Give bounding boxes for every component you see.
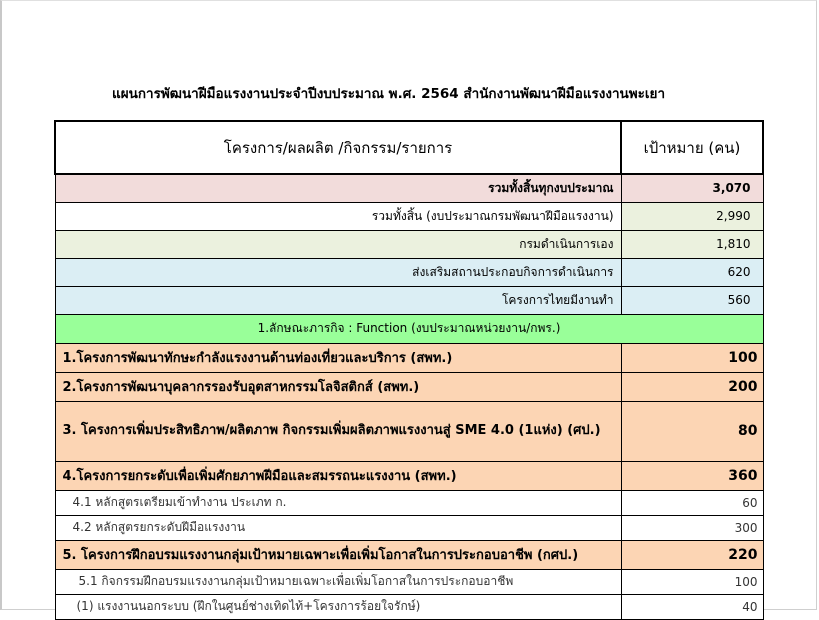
subitem-label: (1) แรงงานนอกระบบ (ฝึกในศูนย์ช่างเทิดไท้+โครงการร้อยใจรักษ์): [55, 594, 621, 619]
subitem-label: 4.2 หลักสูตรยกระดับฝีมือแรงงาน: [55, 515, 621, 540]
function-row: [55, 314, 763, 343]
subitem-row: [55, 594, 763, 619]
subitem-value: 300: [621, 515, 763, 540]
project-label: 4.โครงการยกระดับเพื่อเพิ่มศักยภาพฝีมือและสมรรถนะแรงงาน (สพท.): [55, 461, 621, 490]
subitem-label: 5.1 กิจกรรมฝึกอบรมแรงงานกลุ่มเป้าหมายเฉพาะเพื่อเพิ่มโอกาสในการประกอบอาชีพ: [55, 569, 621, 594]
summary-value: 1,810: [621, 230, 763, 258]
subitem-value: 60: [621, 490, 763, 515]
summary-row: [55, 286, 763, 314]
summary-label: รวมทั้งสิ้นทุกงบประมาณ: [55, 174, 621, 202]
project-value: 100: [621, 343, 763, 372]
summary-label: กรมดำเนินการเอง: [55, 230, 621, 258]
summary-row: [55, 230, 763, 258]
summary-value: 3,070: [621, 174, 763, 202]
subitem-value: 40: [621, 594, 763, 619]
project-row: [55, 372, 763, 401]
document-title: แผนการพัฒนาฝีมือแรงงานประจำปีงบประมาณ พ.ศ. 2564 สำนักงานพัฒนาฝีมือแรงงานพะเยา: [112, 86, 666, 102]
function-label: 1.ลักษณะภารกิจ : Function (งบประมาณหน่วยงาน/กพร.): [55, 314, 763, 343]
summary-value: 620: [621, 258, 763, 286]
summary-row: [55, 202, 763, 230]
subitem-label: 4.1 หลักสูตรเตรียมเข้าทำงาน ประเภท ก.: [55, 490, 621, 515]
summary-label: โครงการไทยมีงานทำ: [55, 286, 621, 314]
project-value: 360: [621, 461, 763, 490]
summary-label: ส่งเสริมสถานประกอบกิจการดำเนินการ: [55, 258, 621, 286]
project-row: [55, 343, 763, 372]
project-value: 80: [621, 401, 763, 461]
subitem-value: 100: [621, 569, 763, 594]
project-row: [55, 401, 763, 461]
project-value: 220: [621, 540, 763, 569]
project-label: 1.โครงการพัฒนาทักษะกำลังแรงงานด้านท่องเที่ยวและบริการ (สพท.): [55, 343, 621, 372]
subitem-row: [55, 490, 763, 515]
subitem-row: [55, 515, 763, 540]
project-label: 3. โครงการเพิ่มประสิทธิภาพ/ผลิตภาพ กิจกรรมเพิ่มผลิตภาพแรงงานสู่ SME 4.0 (1แห่ง) (ศป.): [55, 401, 621, 461]
project-label: 2.โครงการพัฒนาบุคลากรรองรับอุตสาหกรรมโลจิสติกส์ (สพท.): [55, 372, 621, 401]
subitem-row: [55, 569, 763, 594]
project-value: 200: [621, 372, 763, 401]
summary-row: [55, 174, 763, 202]
summary-row: [55, 258, 763, 286]
summary-value: 2,990: [621, 202, 763, 230]
table-header-row: [55, 121, 763, 174]
header-name-cell: โครงการ/ผลผลิต /กิจกรรม/รายการ: [55, 121, 621, 174]
header-target-cell: เป้าหมาย (คน): [621, 121, 763, 174]
summary-value: 560: [621, 286, 763, 314]
project-label: 5. โครงการฝึกอบรมแรงงานกลุ่มเป้าหมายเฉพาะเพื่อเพิ่มโอกาสในการประกอบอาชีพ (กศป.): [55, 540, 621, 569]
project-row: [55, 540, 763, 569]
project-row: [55, 461, 763, 490]
plan-table: [54, 120, 764, 620]
summary-label: รวมทั้งสิ้น (งบประมาณกรมพัฒนาฝีมือแรงงาน): [55, 202, 621, 230]
